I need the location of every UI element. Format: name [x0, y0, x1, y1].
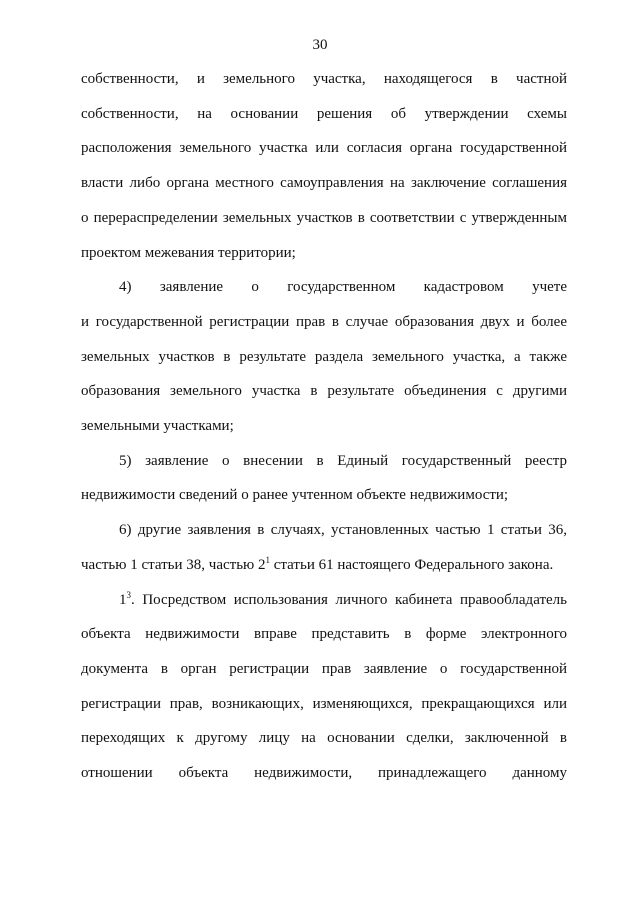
- page-number: 30: [312, 37, 328, 53]
- text-segment: статьи 61 настоящего Федерального закона.: [270, 556, 554, 573]
- text-line: недвижимости сведений о ранее учтенном объекте недвижимости;: [81, 487, 509, 504]
- section-number: 1: [119, 591, 127, 608]
- document-body: [81, 62, 567, 791]
- text-line: и государственной регистрации прав в случае образования двух и более: [81, 313, 567, 330]
- text-segment: . Посредством использования личного кабинета правообладатель: [131, 591, 567, 608]
- text-line: собственности, на основании решения об утверждении схемы: [81, 105, 567, 122]
- text-line: 5) заявление о внесении в Единый государственный реестр: [119, 452, 567, 469]
- text-line: регистрации прав, возникающих, изменяющихся, прекращающихся или: [81, 695, 567, 712]
- text-line: отношении объекта недвижимости, принадлежащего данному: [81, 765, 567, 782]
- text-line: расположения земельного участка или согласия органа государственной: [81, 140, 567, 157]
- text-line: [81, 583, 567, 618]
- text-line: 6) другие заявления в случаях, установленных частью 1 статьи 36,: [119, 522, 567, 539]
- text-line: проектом межевания территории;: [81, 244, 296, 261]
- superscript: 1: [265, 554, 271, 565]
- superscript: 3: [126, 589, 131, 600]
- text-segment: частью 1 статьи 38, частью 2: [81, 556, 266, 573]
- text-line: документа в орган регистрации прав заявление о государственной: [81, 660, 567, 677]
- text-line: объекта недвижимости вправе представить в форме электронного: [81, 626, 567, 643]
- text-line: собственности, и земельного участка, находящегося в частной: [81, 71, 567, 87]
- text-line: власти либо органа местного самоуправления на заключение соглашения: [81, 175, 567, 192]
- text-line: земельными участками;: [81, 418, 234, 435]
- text-line: образования земельного участка в результате объединения с другими: [81, 383, 567, 400]
- text-line: [81, 548, 567, 583]
- text-line: 4) заявление о государственном кадастровом учете: [119, 279, 567, 296]
- text-line: переходящих к другому лицу на основании сделки, заключенной в: [81, 730, 567, 747]
- text-line: о перераспределении земельных участков в соответствии с утвержденным: [81, 209, 567, 226]
- text-line: земельных участков в результате раздела земельного участка, а также: [81, 348, 567, 365]
